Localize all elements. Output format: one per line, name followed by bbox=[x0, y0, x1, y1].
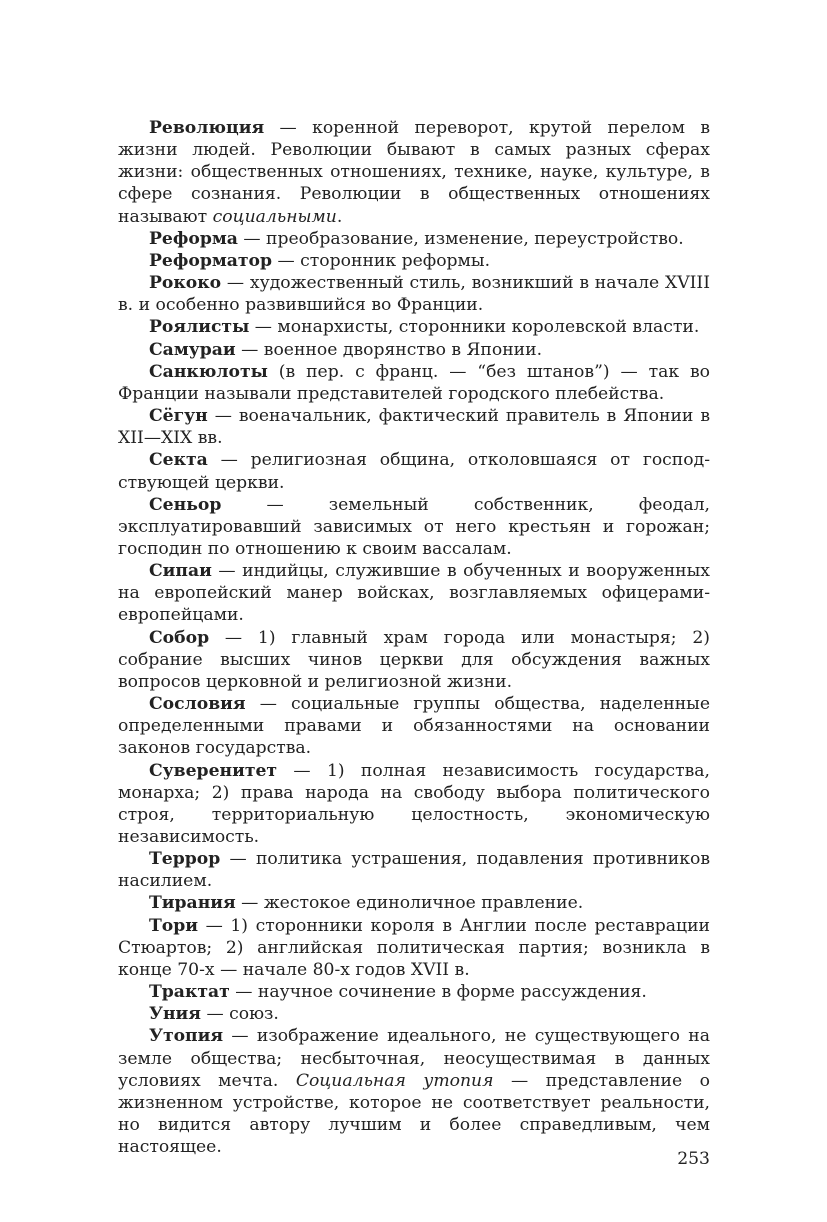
glossary-entry-utopia bbox=[118, 1025, 710, 1158]
glossary-term: Санкюлоты bbox=[149, 361, 268, 382]
glossary-term: Суверенитет bbox=[149, 760, 278, 781]
glossary-term: Революция bbox=[149, 118, 265, 138]
glossary-entry-seigneur bbox=[118, 494, 710, 560]
glossary-definition-tail: . bbox=[336, 206, 343, 227]
glossary-term: Сёгун bbox=[149, 406, 208, 427]
glossary-page bbox=[118, 117, 710, 1158]
glossary-entry-sobor bbox=[118, 627, 710, 693]
glossary-definition: — 1) сторонники короля в Англии после реставрации Стюартов; 2) английская политическая партия; возникла в конце 70-х — начале 80-х годов XVII в. bbox=[118, 915, 710, 980]
glossary-definition: — религиозная община, отколовшаяся от господствующей церкви. bbox=[118, 450, 710, 493]
glossary-term: Утопия bbox=[149, 1026, 224, 1047]
glossary-emphasis: социальными bbox=[212, 206, 337, 227]
glossary-entry-tories bbox=[118, 915, 710, 981]
glossary-definition: — политика устрашения, подавления противников насилием. bbox=[118, 849, 710, 892]
glossary-entry-estates bbox=[118, 693, 710, 759]
glossary-definition: — научное сочинение в форме рассуждения. bbox=[229, 982, 647, 1003]
glossary-definition: — жестокое единоличное правление. bbox=[235, 893, 584, 914]
glossary-term: Роялисты bbox=[149, 317, 250, 338]
glossary-term: Террор bbox=[149, 849, 221, 870]
glossary-entry-terror bbox=[118, 848, 710, 892]
glossary-entry-sect bbox=[118, 449, 710, 493]
glossary-term: Сословия bbox=[149, 694, 246, 715]
glossary-definition: — индийцы, служившие в обученных и вооруженных на европейский манер войсках, возглавляемых офицерами-европейцами. bbox=[118, 561, 710, 626]
glossary-definition: — военачальник, фактический правитель в Японии в XII—XIX вв. bbox=[118, 406, 710, 449]
glossary-term: Самураи bbox=[149, 339, 236, 360]
glossary-term: Уния bbox=[149, 1004, 201, 1025]
glossary-definition: — 1) полная независимость государства, монарха; 2) права народа на свободу выбора политического строя, территориальную целостность, экономическую независимость. bbox=[118, 760, 710, 847]
glossary-term: Собор bbox=[149, 627, 210, 648]
glossary-definition: — земельный собственник, феодал, эксплуатировавший зависимых от него крестьян и горожан; господин по отношению к своим вассалам. bbox=[118, 494, 710, 559]
glossary-entry-sovereignty bbox=[118, 760, 710, 849]
glossary-definition: — преобразование, изменение, переустройство. bbox=[237, 228, 684, 249]
glossary-term: Реформатор bbox=[149, 250, 273, 271]
page-number: 253 bbox=[677, 1149, 710, 1169]
glossary-entry-reformer bbox=[118, 250, 710, 272]
glossary-emphasis: Социальная утопия bbox=[295, 1070, 494, 1091]
glossary-entry-treatise bbox=[118, 981, 710, 1003]
glossary-definition: — монархисты, сторонники королевской власти. bbox=[249, 317, 700, 338]
glossary-entry-rococo bbox=[118, 272, 710, 316]
glossary-definition: — 1) главный храм города или монастыря; 2) собрание высших чинов церкви для обсуждения важных вопросов церковной и религиозной жизни. bbox=[118, 627, 710, 692]
glossary-definition: — сторонник реформы. bbox=[272, 250, 491, 271]
glossary-definition: — союз. bbox=[200, 1004, 279, 1025]
glossary-entry-royalists bbox=[118, 316, 710, 338]
glossary-definition: — художественный стиль, возникший в начале XVIII в. и особенно развившийся во Франции. bbox=[118, 273, 710, 316]
glossary-entry-samurai bbox=[118, 339, 710, 361]
glossary-definition: (в пер. с франц. — “без штанов”) — так во Франции называли представителей городского плебейства. bbox=[118, 361, 710, 404]
glossary-term: Трактат bbox=[149, 982, 230, 1003]
glossary-entry-union bbox=[118, 1003, 710, 1025]
glossary-entry-sans-culottes bbox=[118, 361, 710, 405]
glossary-term: Сеньор bbox=[149, 494, 222, 515]
glossary-entry-sepoys bbox=[118, 560, 710, 626]
glossary-term: Секта bbox=[149, 450, 208, 471]
glossary-definition: — коренной переворот, крутой перелом в жизни людей. Революции бывают в самых разных сферах жизни: общественных отношениях, технике, науке, культуре, в сфере сознания. Революции в общественных отношениях называют bbox=[118, 118, 710, 227]
glossary-entry-tyranny bbox=[118, 892, 710, 914]
glossary-term: Тори bbox=[149, 915, 199, 936]
glossary-term: Тирания bbox=[149, 893, 236, 914]
glossary-definition: — военное дворянство в Японии. bbox=[235, 339, 543, 360]
glossary-definition: — социальные группы общества, наделенные определенными правами и обязанностями на основании законов государства. bbox=[118, 694, 710, 759]
glossary-term: Рококо bbox=[149, 273, 222, 294]
glossary-entry-shogun bbox=[118, 405, 710, 449]
glossary-entry-reform bbox=[118, 228, 710, 250]
glossary-definition-tail: — представление о жизненном устройстве, которое не соответствует реальности, но видится автору лучшим и более справедливым, чем настоящее. bbox=[118, 1070, 711, 1158]
glossary-term: Реформа bbox=[149, 228, 238, 249]
glossary-definition: — изображение идеального, не существующего на земле общества; несбыточная, неосуществимая в данных условиях мечта. bbox=[118, 1026, 710, 1091]
glossary-term: Сипаи bbox=[149, 561, 212, 582]
glossary-entry-revolution bbox=[118, 117, 710, 228]
